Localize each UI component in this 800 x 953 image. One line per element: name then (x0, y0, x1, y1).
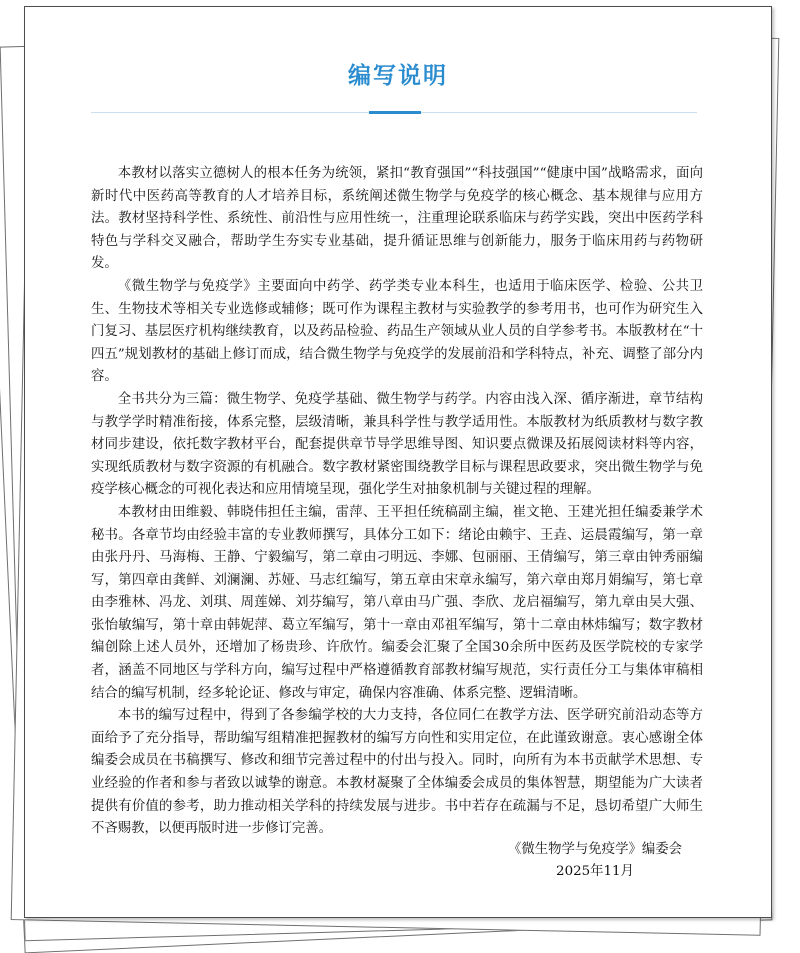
title-divider-accent (369, 111, 421, 114)
paragraph-acknowledgements: 本书的编写过程中，得到了各参编学校的大力支持，各位同仁在教学方法、医学研究前沿动态等方面给予了充分指导，帮助编写组精准把握教材的编写方向性和实用定位，在此谨致谢意。衷心感谢全体编委会成员在书稿撰写、修改和细节完善过程中的付出与投入。同时，向所有为本书贡献学术思想、专业经验的作者和参与者致以诚挚的谢意。本教材凝聚了全体编委会成员的集体智慧，期望能为广大读者提供有价值的参考，助力推动相关学科的持续发展与进步。书中若存在疏漏与不足，恳切希望广大师生不吝赐教，以便再版时进一步修订完善。 (91, 708, 703, 837)
signature-committee: 《微生物学与免疫学》编委会 (507, 842, 683, 857)
body-text (91, 163, 703, 841)
page-title: 编写说明 (348, 63, 448, 89)
paragraph-audience: 《微生物学与免疫学》主要面向中药学、药学类专业本科生，也适用于临床医学、检验、公共卫生、生物技术等相关专业选修或辅修；既可作为课程主教材与实验教学的参考用书，也可作为研究生入门复习、基层医疗机构继续教育，以及药品检验、药品生产领域从业人员的自学参考书。本版教材在“十四五”规划教材的基础上修订而成，结合微生物学与免疫学的发展前沿和学科特点，补充、调整了部分内容。 (91, 278, 703, 385)
signature-date: 2025年11月 (556, 864, 634, 879)
document-page (24, 6, 772, 918)
paragraph-structure: 全书共分为三篇：微生物学、免疫学基础、微生物学与药学。内容由浅入深、循序渐进，章节结构与教学学时精准衔接，体系完整，层级清晰，兼具科学性与教学适用性。本版教材为纸质教材与数字教材同步建设，依托数字教材平台，配套提供章节导学思维导图、知识要点微课及拓展阅读材料等内容，实现纸质教材与数字资源的有机融合。数字教材紧密围绕教学目标与课程思政要求，突出微生物学与免疫学核心概念的可视化表达和应用情境呈现，强化学生对抽象机制与关键过程的理解。 (91, 391, 703, 498)
paragraph-purpose: 本教材以落实立德树人的根本任务为统领，紧扣“教育强国”“科技强国”“健康中国”战略需求，面向新时代中医药高等教育的人才培养目标，系统阐述微生物学与免疫学的核心概念、基本规律与应用方法。教材坚持科学性、系统性、前沿性与应用性统一，注重理论联系临床与药学实践，突出中医药学科特色与学科交叉融合，帮助学生夯实专业基础，提升循证思维与创新能力，服务于临床用药与药物研发。 (91, 166, 703, 272)
paragraph-authors: 本教材由田维毅、韩晓伟担任主编，雷萍、王平担任统稿副主编，崔文艳、王建光担任编委兼学术秘书。各章节均由经验丰富的专业教师撰写，具体分工如下：绪论由赖宇、王垚、运晨霞编写，第一章由张丹丹、马海梅、王静、宁毅编写，第二章由刁明远、李娜、包丽丽、王倩编写，第三章由钟秀丽编写，第四章由龚鲜、刘澜澜、苏娅、马志红编写，第五章由宋章永编写，第六章由郑月娟编写，第七章由李雅林、冯龙、刘琪、周莲娣、刘芬编写，第八章由马广强、李欣、龙启福编写，第九章由吴大强、张怡敏编写，第十章由韩妮萍、葛立军编写，第十一章由邓祖军编写，第十二章由林炜编写；数字教材编创除上述人员外，还增加了杨贵珍、许欣竹。编委会汇聚了全国30余所中医药及医学院校的专家学者，涵盖不同地区与学科方向，编写过程中严格遵循教育部教材编写规范，实行责任分工与集体审稿相结合的编写机制，经多轮论证、修改与审定，确保内容准确、体系完整、逻辑清晰。 (91, 504, 703, 701)
signature-block (495, 839, 695, 883)
